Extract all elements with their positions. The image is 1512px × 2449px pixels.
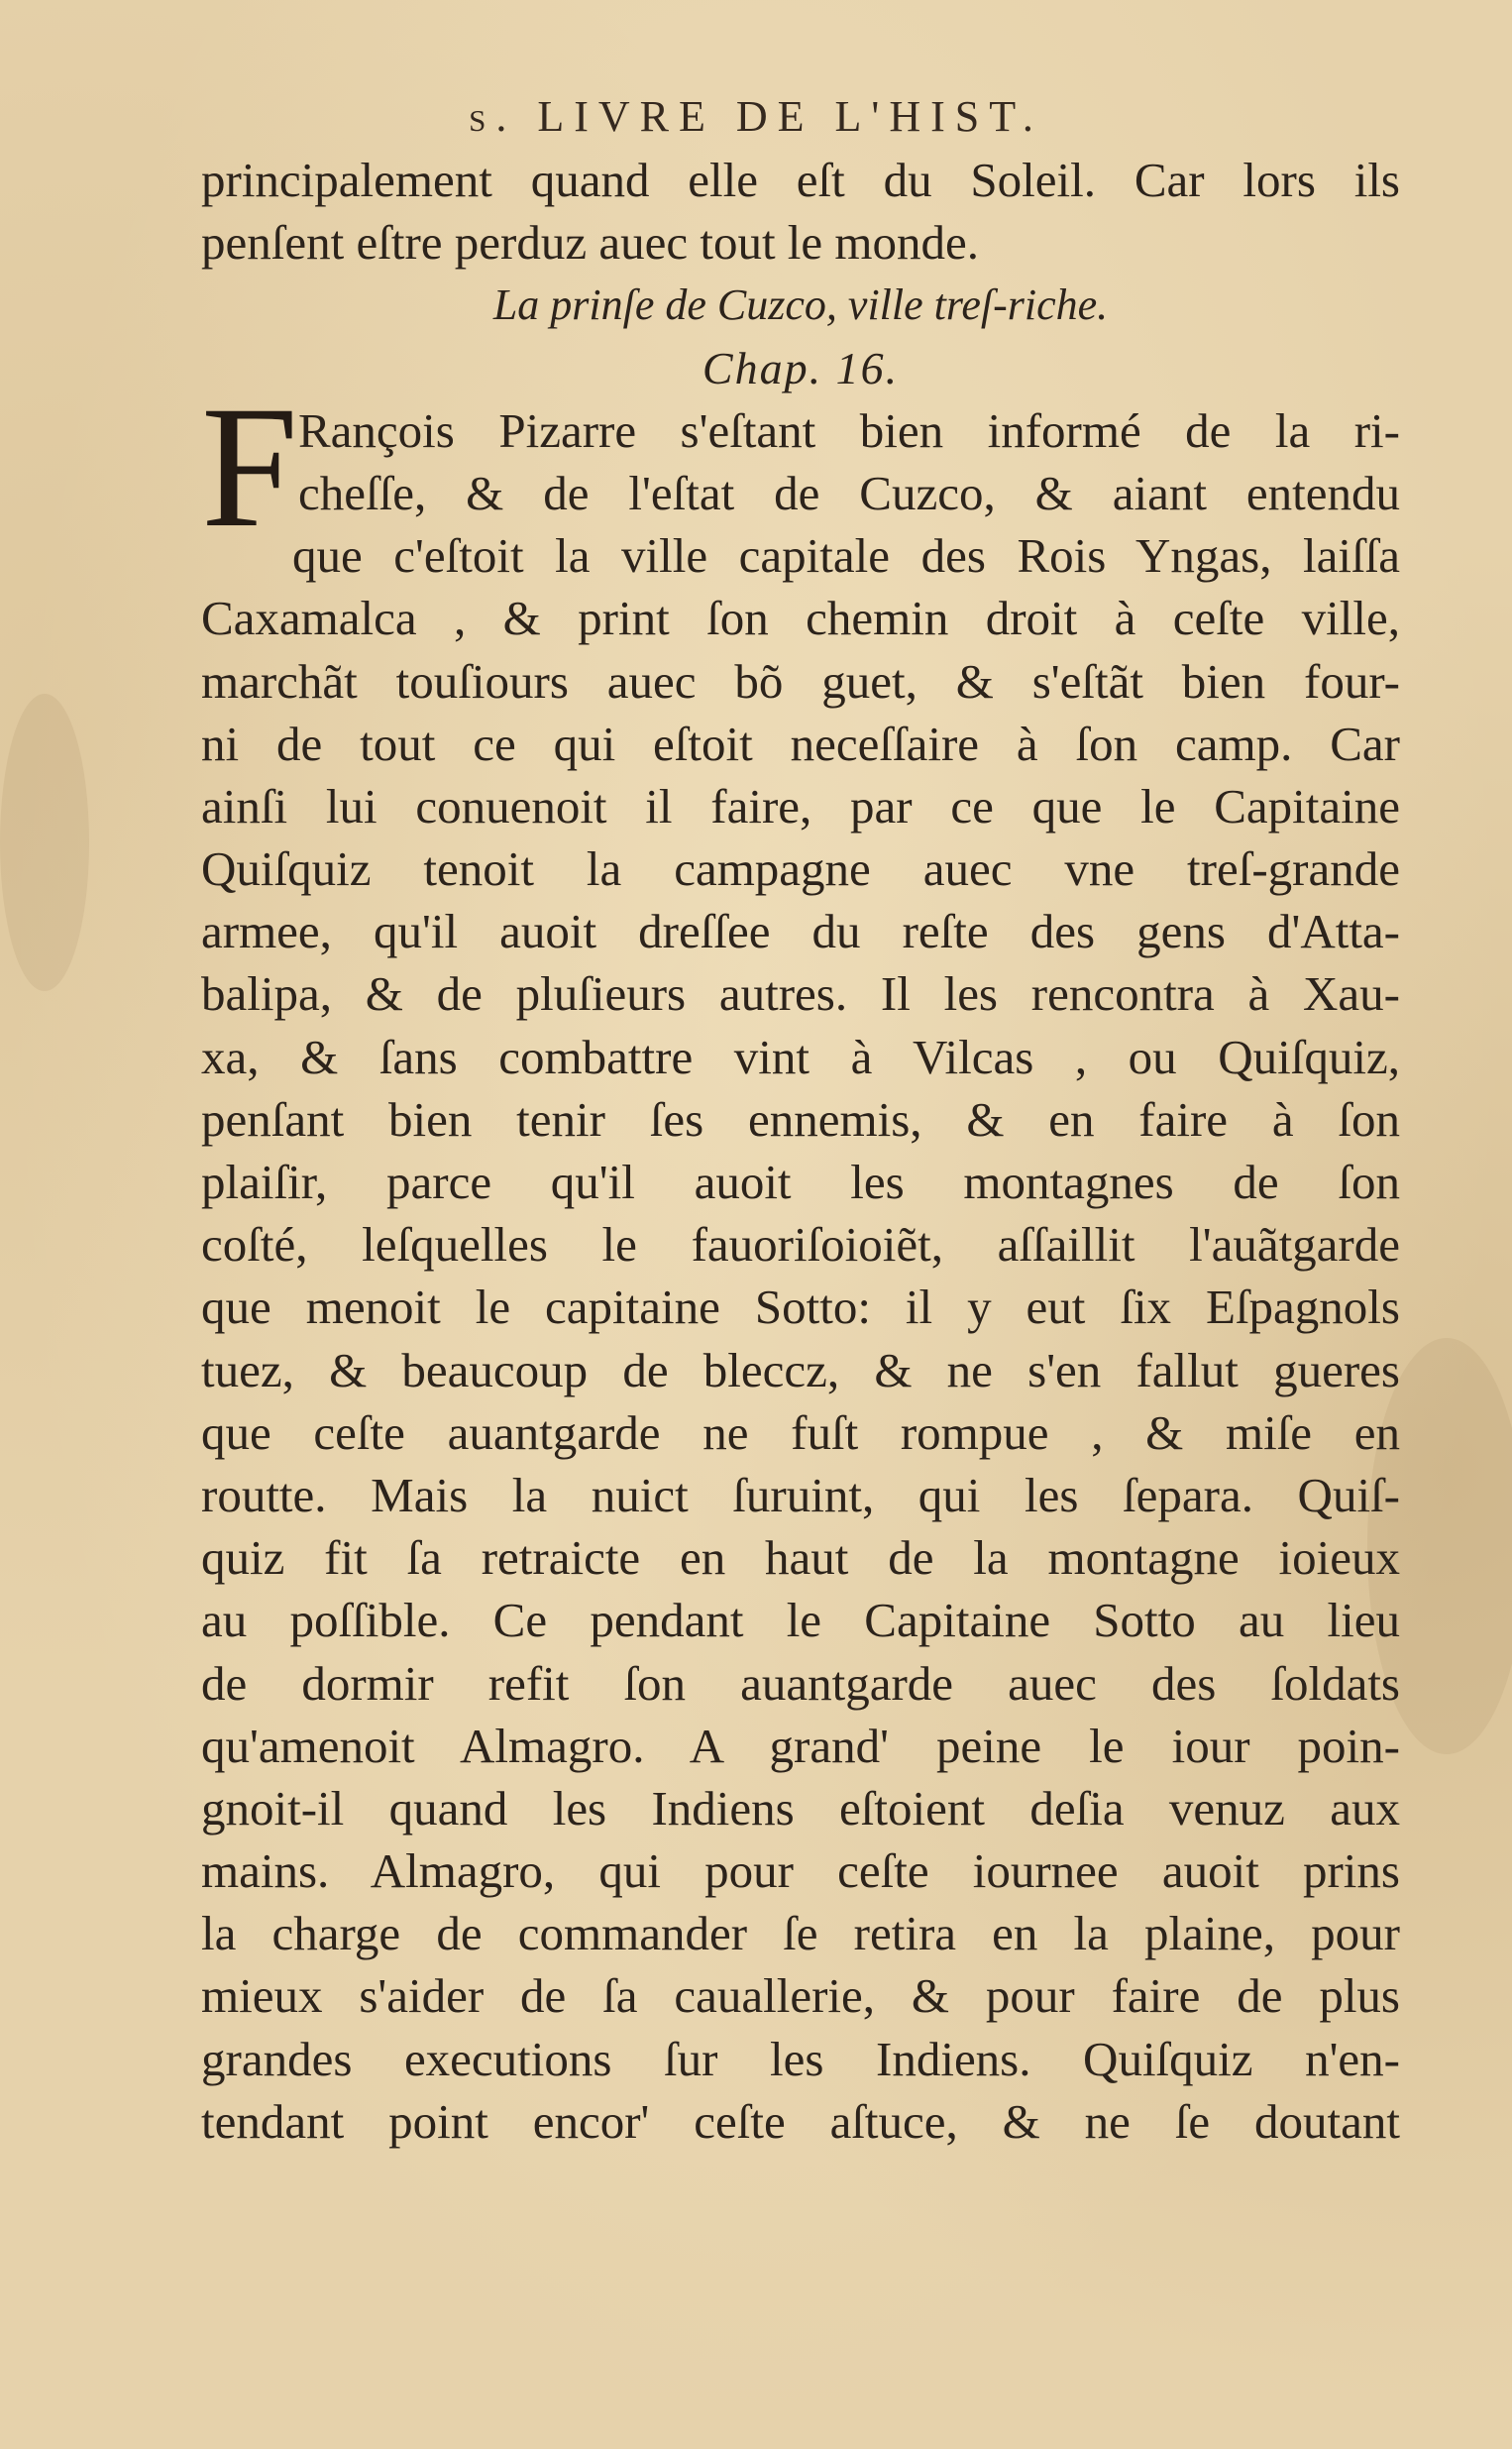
text-line: mains. Almagro, qui pour ceſte iournee auoit prins bbox=[201, 1843, 1400, 1899]
text-line: coſté, leſquelles le fauoriſoioiẽt, aſſaillit l'auãtgarde bbox=[201, 1217, 1400, 1273]
text-line: xa, & ſans combattre vint à Vilcas , ou Quiſquiz, bbox=[201, 1029, 1400, 1084]
text-line: gnoit-il quand les Indiens eſtoient deſia venuz aux bbox=[201, 1780, 1400, 1836]
text-line: penſant bien tenir ſes ennemis, & en faire à ſon bbox=[201, 1091, 1400, 1147]
paper-stain bbox=[0, 694, 89, 991]
text-line: mieux s'aider de ſa cauallerie, & pour faire de plus bbox=[201, 1968, 1400, 2024]
text-line: Quiſquiz tenoit la campagne auec vne treſ-grande bbox=[201, 841, 1400, 897]
drop-cap-lines bbox=[201, 399, 1400, 524]
running-head: ſ. LIVRE DE L'HIST. bbox=[469, 92, 1043, 141]
text-line: ainſi lui conuenoit il faire, par ce que le Capitaine bbox=[201, 778, 1400, 834]
text-line: quiz fit ſa retraicte en haut de la montagne ioieux bbox=[201, 1530, 1400, 1586]
text-line: Caxamalca , & print ſon chemin droit à ceſte ville, bbox=[201, 591, 1400, 646]
text-line: marchãt touſiours auec bõ guet, & s'eſtãt bien four- bbox=[201, 653, 1400, 709]
text-line: que c'eſtoit la ville capitale des Rois Yngas, laiſſa bbox=[292, 528, 1400, 584]
text-line: balipa, & de pluſieurs autres. Il les rencontra à Xau- bbox=[201, 966, 1400, 1022]
text-line: armee, qu'il auoit dreſſee du reſte des gens d'Atta- bbox=[201, 904, 1400, 959]
text-line: plaiſir, parce qu'il auoit les montagnes de ſon bbox=[201, 1155, 1400, 1209]
text-line: Rançois Pizarre s'eſtant bien informé de la ri- bbox=[298, 402, 1400, 458]
text-line: tuez, & beaucoup de bleccz, & ne s'en fallut gueres bbox=[201, 1342, 1400, 1397]
text-line: penſent eſtre perduz auec tout le monde. bbox=[201, 215, 980, 271]
text-line: que menoit le capitaine Sotto: il y eut ſix Eſpagnols bbox=[201, 1280, 1400, 1335]
text-line: routte. Mais la nuict ſuruint, qui les ſepara. Quiſ- bbox=[201, 1467, 1400, 1522]
text-block bbox=[201, 149, 1400, 2153]
text-line: qu'amenoit Almagro. A grand' peine le iour poin- bbox=[201, 1718, 1400, 1773]
text-line: principalement quand elle eſt du Soleil. Car lors ils bbox=[201, 153, 1400, 207]
drop-cap-initial: F bbox=[201, 370, 298, 564]
text-line: de dormir refit ſon auantgarde auec des ſoldats bbox=[201, 1655, 1400, 1711]
text-line: tendant point encor' ceſte aſtuce, & ne ſe doutant bbox=[201, 2093, 1400, 2149]
text-line: au poſſible. Ce pendant le Capitaine Sotto au lieu bbox=[201, 1593, 1400, 1648]
text-line: que ceſte auantgarde ne fuſt rompue , & miſe en bbox=[201, 1404, 1400, 1460]
chapter-title: La prinſe de Cuzco, ville treſ-riche. bbox=[492, 280, 1109, 330]
text-line: la charge de commander ſe retira en la plaine, pour bbox=[201, 1906, 1400, 1961]
text-line: ni de tout ce qui eſtoit neceſſaire à ſon camp. Car bbox=[201, 716, 1400, 771]
text-line: cheſſe, & de l'eſtat de Cuzco, & aiant entendu bbox=[298, 465, 1400, 520]
text-line: grandes executions ſur les Indiens. Quiſquiz n'en- bbox=[201, 2031, 1400, 2086]
chapter-number: Chap. 16. bbox=[702, 342, 900, 393]
